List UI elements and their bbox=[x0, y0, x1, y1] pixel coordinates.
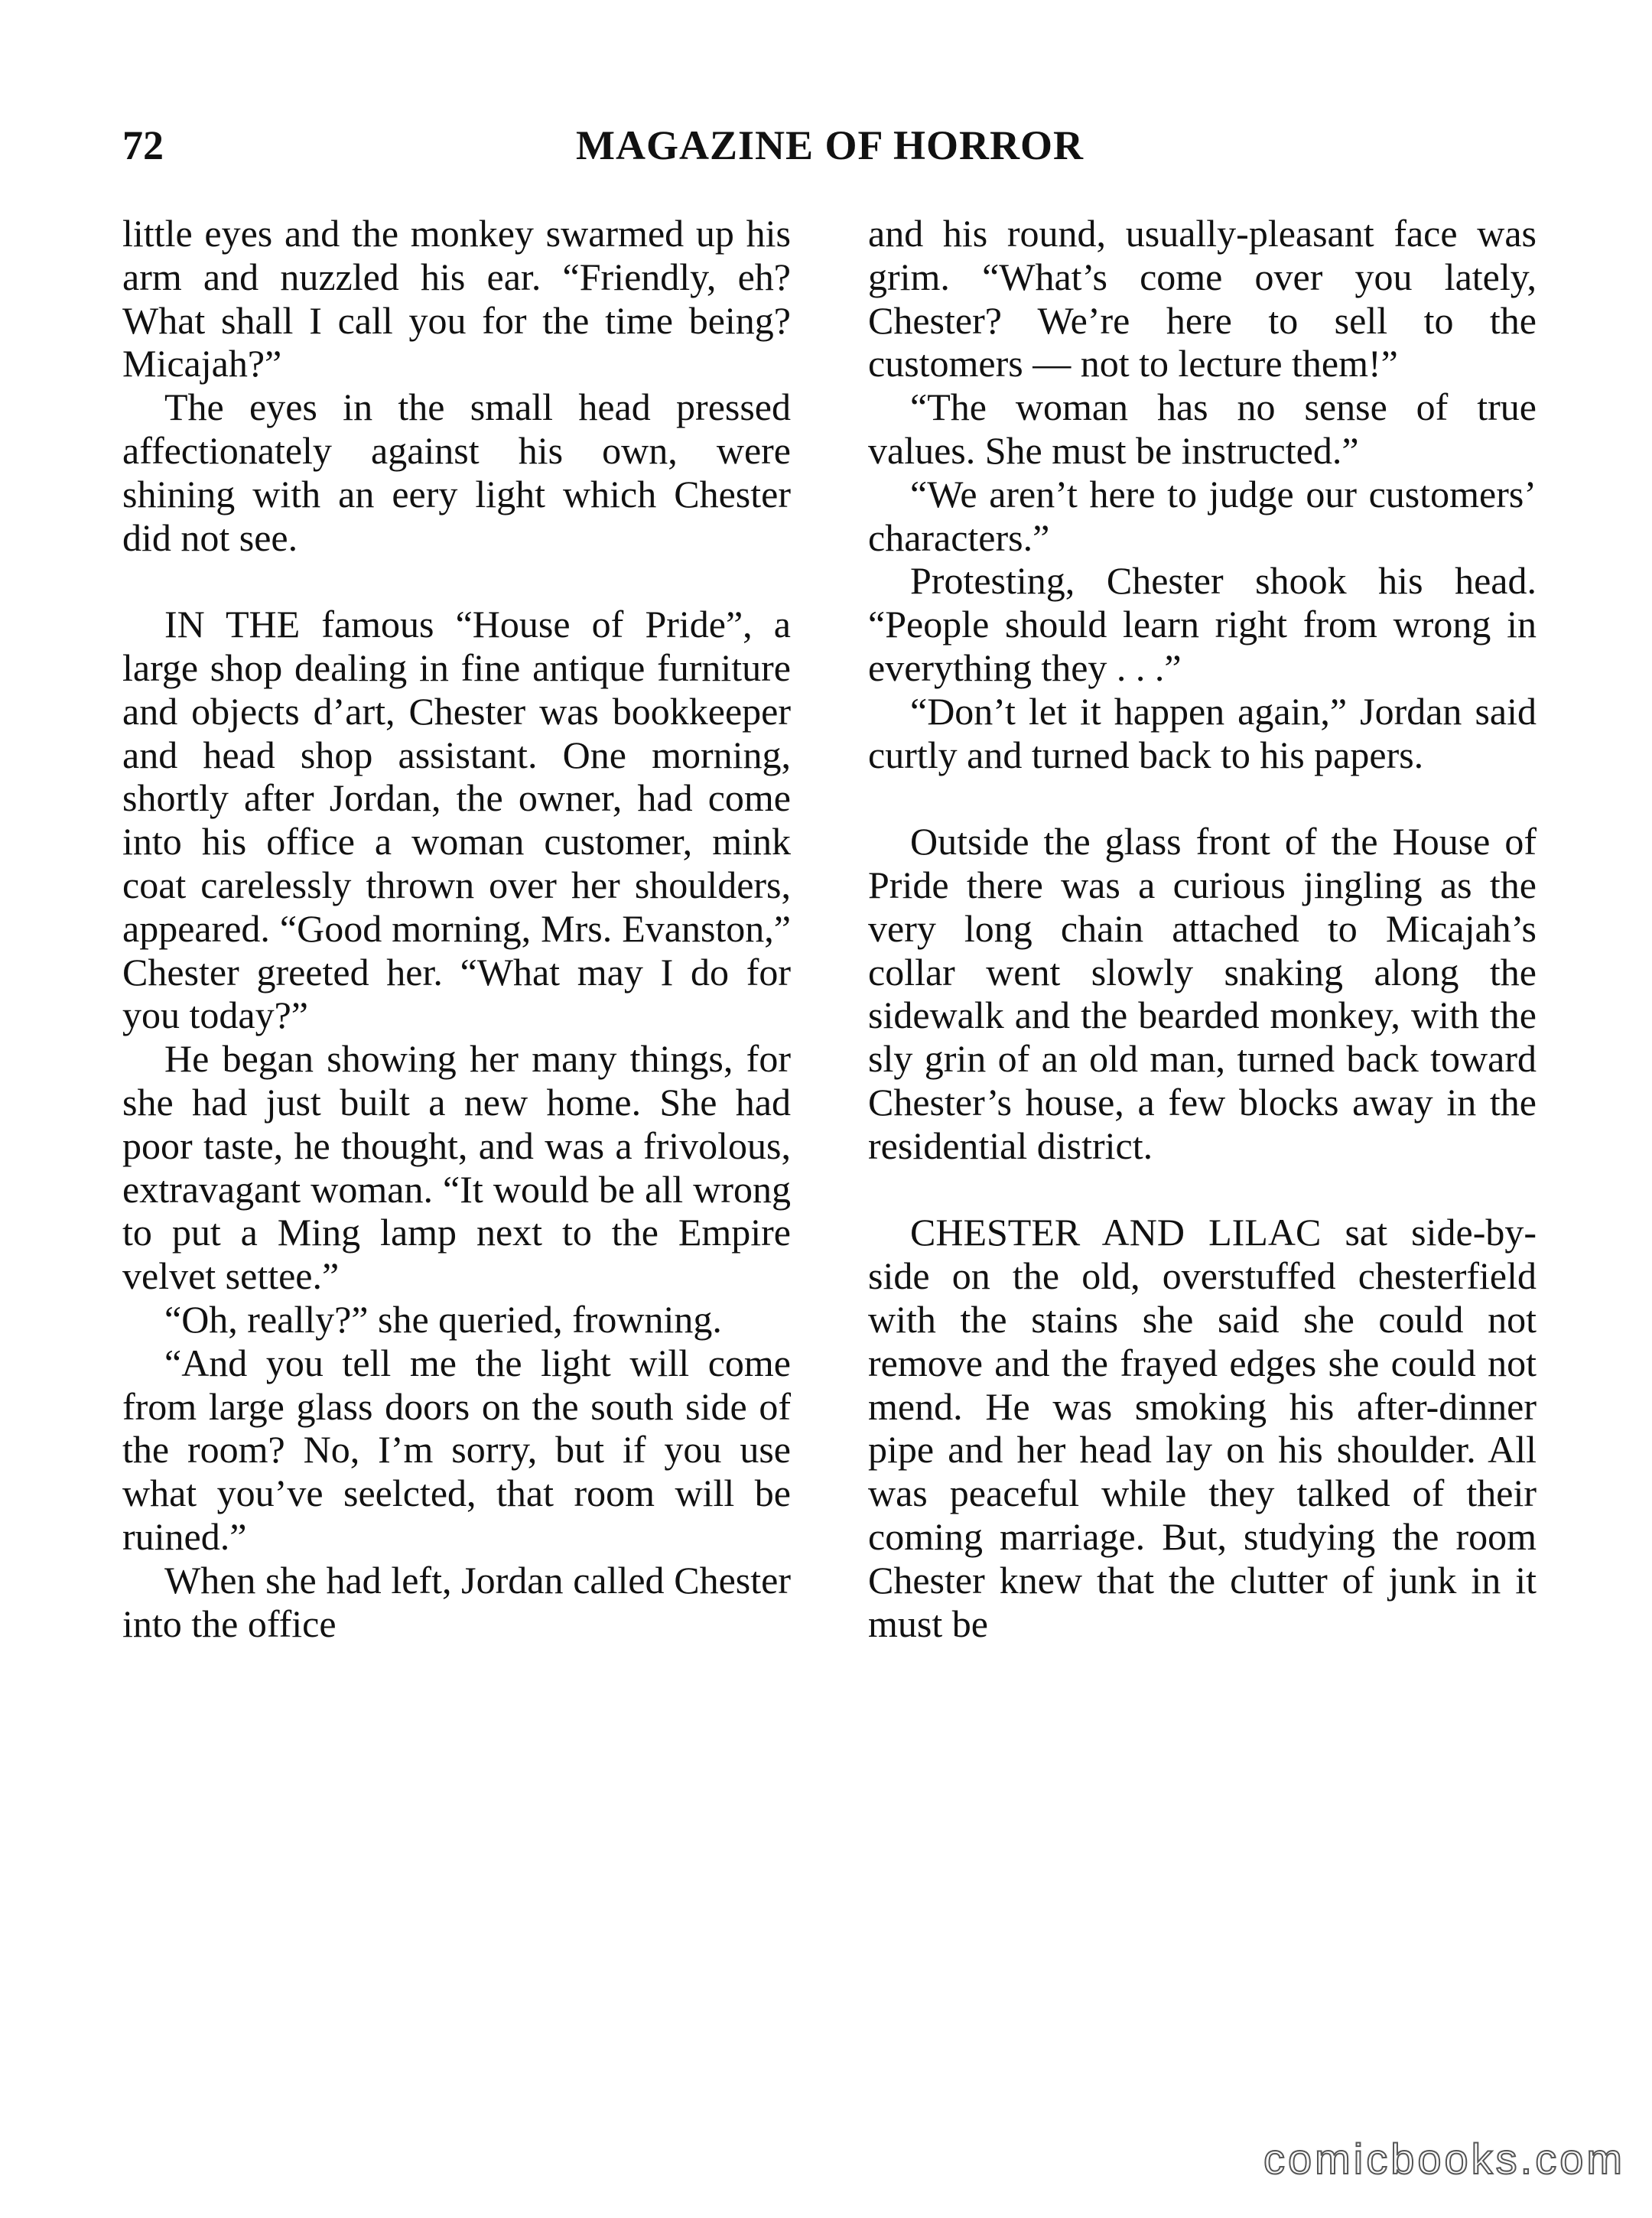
section-opening-paragraph: IN THE famous “House of Pride”, a large shop dealing in fine antique furniture and objects d’art, Chester was bookkeeper and head shop assistant. One morning, shortly after Jordan, the owner, had come into his office a woman customer, mink coat carelessly thrown over her shoulders, appeared. “Good morning, Mrs. Evanston,” Chester greeted her. “What may I do for you today?” bbox=[122, 603, 791, 1037]
paragraph: “We aren’t here to judge our customers’ characters.” bbox=[868, 472, 1537, 559]
paragraph: and his round, usually-pleasant face was grim. “What’s come over you lately, Chester? We’re here to sell to the customers — not to lecture them!” bbox=[868, 212, 1537, 385]
section-opening-paragraph: Outside the glass front of the House of Pride there was a curious jingling as the very long chain attached to Micajah’s collar went slowly snaking along the sidewalk and the bearded monkey, with the sly grin of an old man, turned back toward Chester’s house, a few blocks away in the residential district. bbox=[868, 820, 1537, 1167]
paragraph: “The woman has no sense of true values. She must be instructed.” bbox=[868, 385, 1537, 472]
left-column bbox=[122, 212, 791, 1645]
section-opening-paragraph: CHESTER AND LILAC sat side-by-side on the old, overstuffed chesterfield with the stains she said she could not remove and the frayed edges she could not mend. He was smoking his after-dinner pipe and her head lay on his shoulder. All was peaceful while they talked of their coming marriage. But, studying the room Chester knew that the clutter of junk in it must be bbox=[868, 1211, 1537, 1645]
page-header bbox=[122, 115, 1537, 176]
paragraph: “Don’t let it happen again,” Jordan said curtly and turned back to his papers. bbox=[868, 689, 1537, 776]
paragraph: Protesting, Chester shook his head. “People should learn right from wrong in everything they . . .” bbox=[868, 559, 1537, 689]
site-watermark: comicbooks.com bbox=[1263, 2135, 1625, 2183]
right-column bbox=[868, 212, 1537, 1645]
paragraph: “Oh, really?” she queried, frowning. bbox=[164, 1297, 722, 1341]
paragraph: When she had left, Jordan called Chester into the office bbox=[122, 1558, 791, 1645]
page-number: 72 bbox=[122, 122, 164, 168]
magazine-title: MAGAZINE OF HORROR bbox=[576, 122, 1084, 168]
paragraph: little eyes and the monkey swarmed up his arm and nuzzled his ear. “Friendly, eh? What shall I call you for the time being? Micajah?” bbox=[122, 212, 791, 385]
paragraph: He began showing her many things, for she had just built a new home. She had poor taste, he thought, and was a frivolous, extravagant woman. “It would be all wrong to put a Ming lamp next to the Empire velvet settee.” bbox=[122, 1037, 791, 1298]
paragraph: “And you tell me the light will come from large glass doors on the south side of the room? No, I’m sorry, but if you use what you’ve seelcted, that room will be ruined.” bbox=[122, 1341, 791, 1558]
paragraph: The eyes in the small head pressed affectionately against his own, were shining with an eery light which Chester did not see. bbox=[122, 385, 791, 559]
